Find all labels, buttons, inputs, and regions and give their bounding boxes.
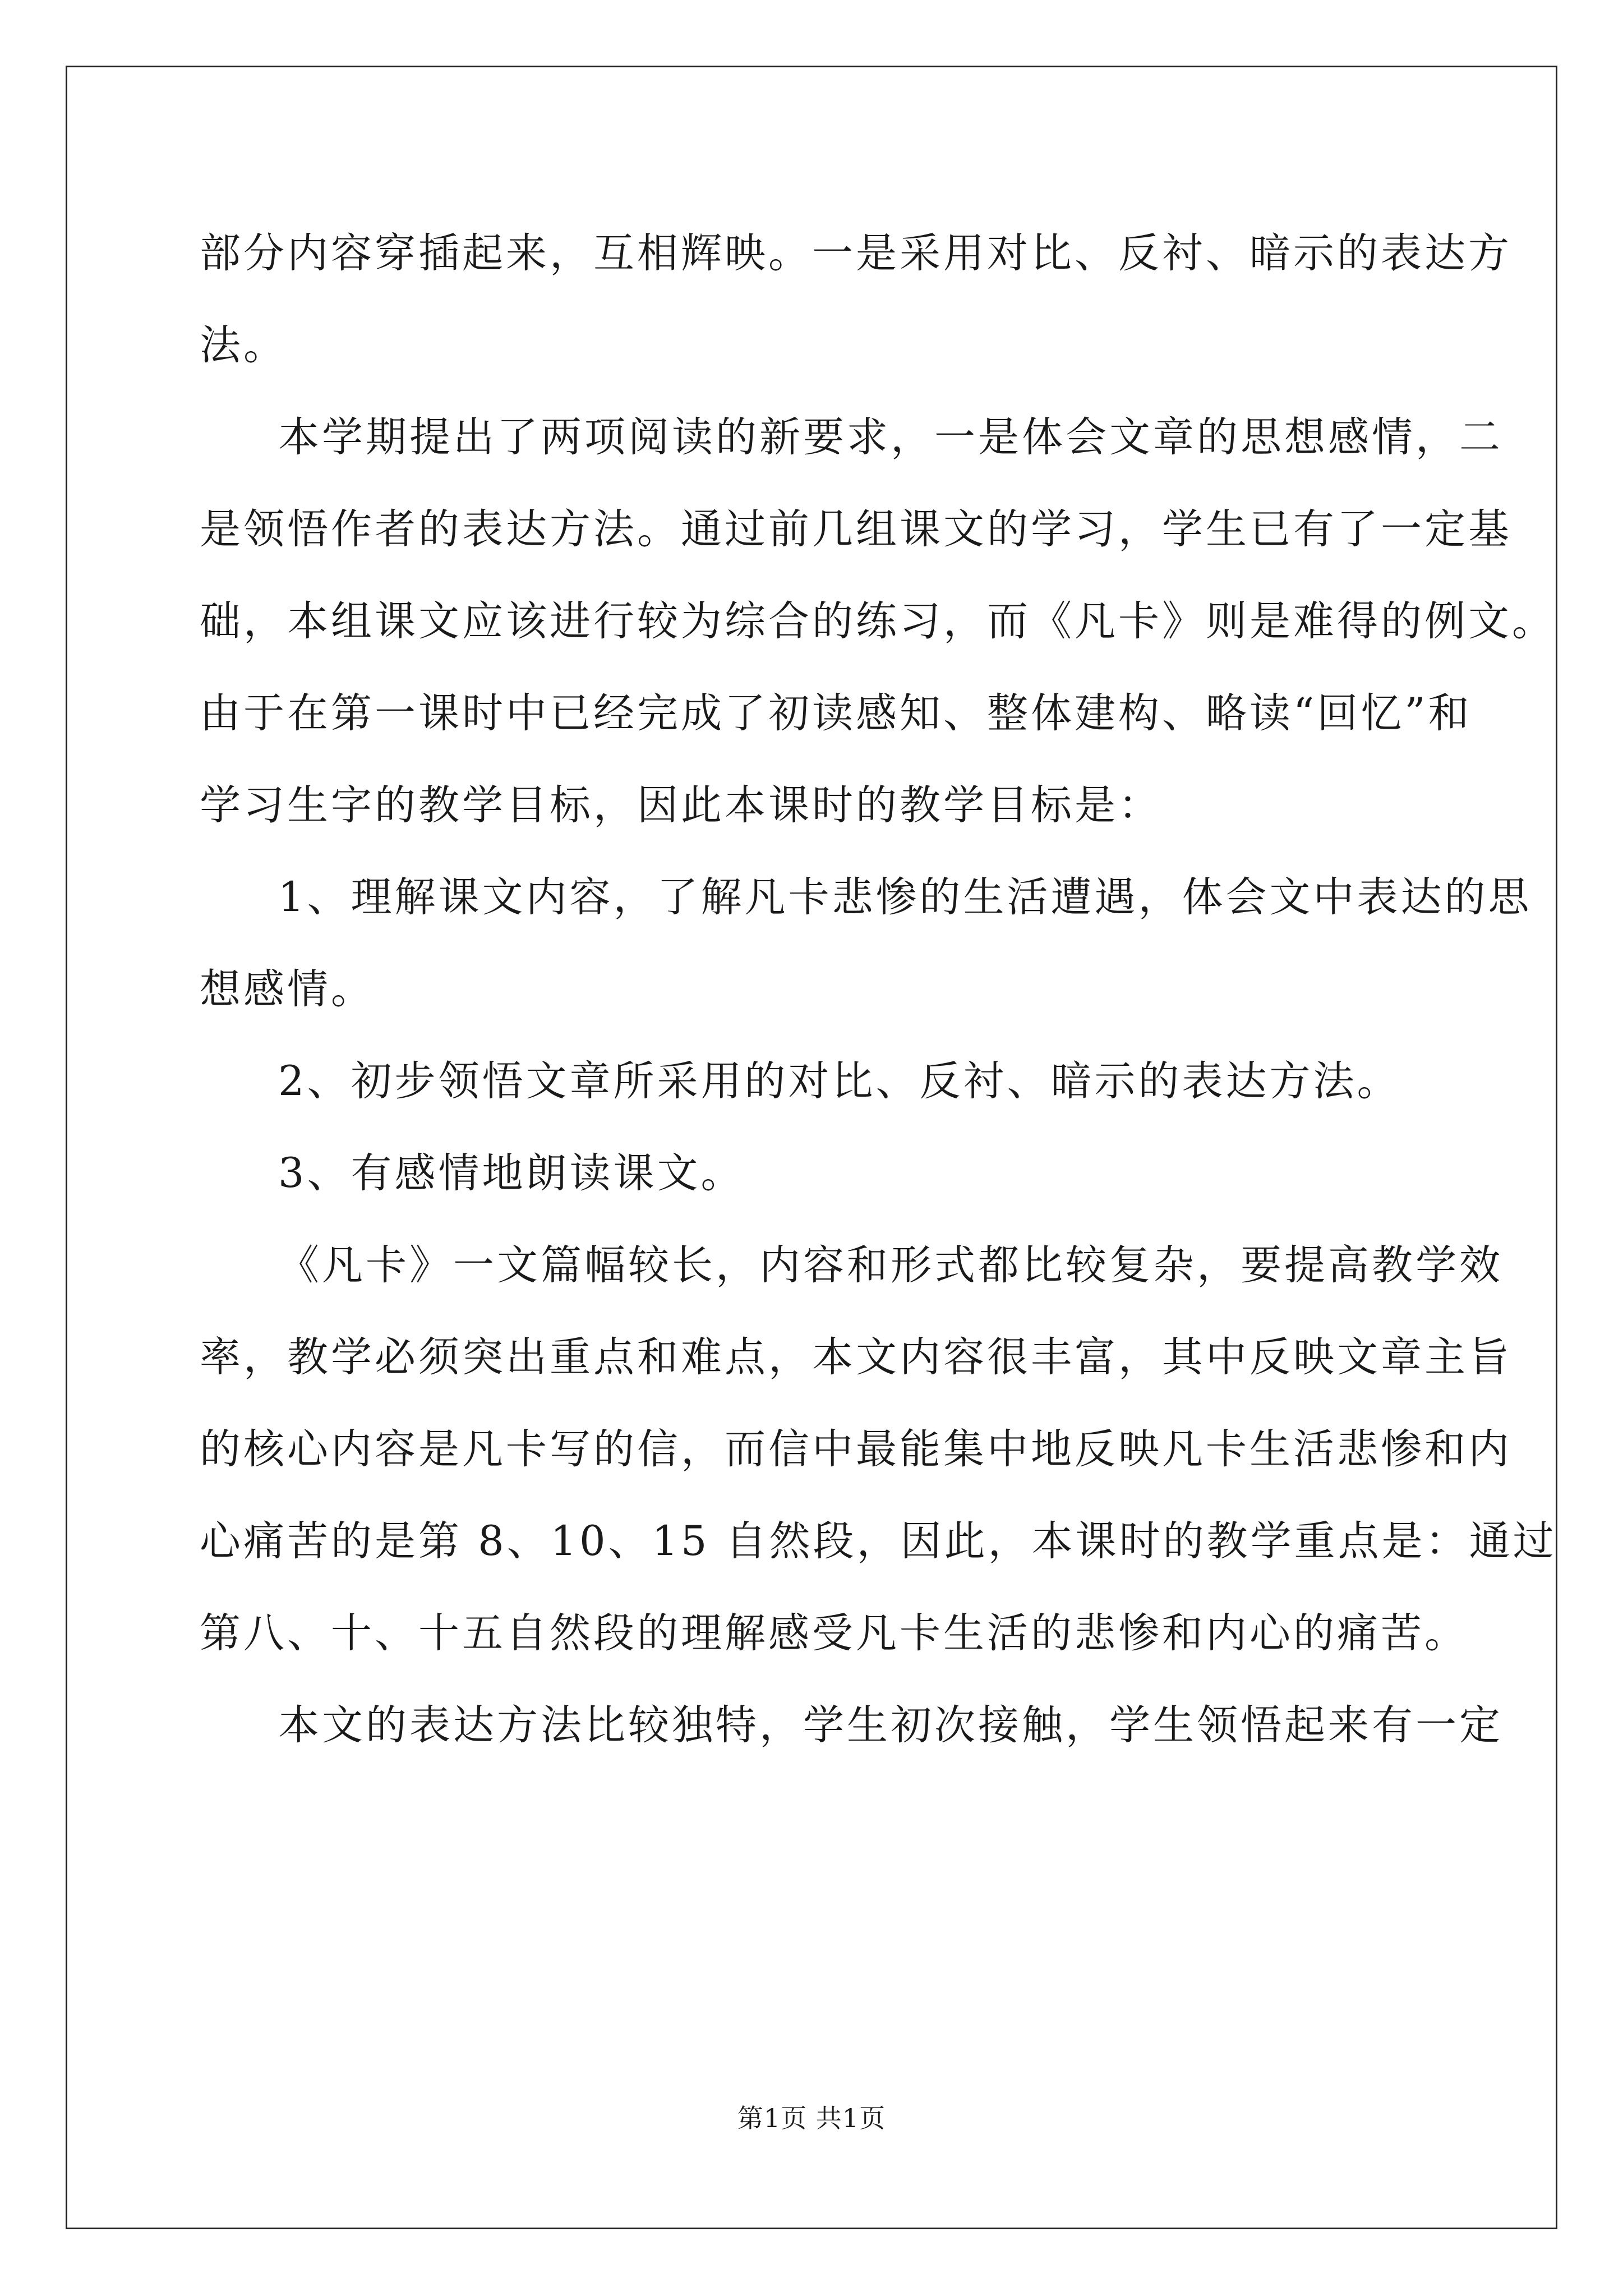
text-line: 3、有感情地朗读课文。	[278, 1149, 745, 1197]
text-line: 第八、十、十五自然段的理解感受凡卡生活的悲惨和内心的痛苦。	[200, 1609, 1468, 1657]
page-number-footer: 第1页 共1页	[737, 2103, 886, 2133]
text-line: 《凡卡》一文篇幅较长，内容和形式都比较复杂，要提高教学效	[278, 1241, 1503, 1289]
text-line: 心痛苦的是第 8、10、15 自然段，因此，本课时的教学重点是：通过	[200, 1517, 1557, 1565]
text-line: 的核心内容是凡卡写的信，而信中最能集中地反映凡卡生活悲惨和内	[200, 1425, 1512, 1473]
text-line: 学习生字的教学目标，因此本课时的教学目标是：	[200, 781, 1162, 829]
text-line: 本文的表达方法比较独特，学生初次接触，学生领悟起来有一定	[278, 1701, 1503, 1749]
text-line: 1、理解课文内容，了解凡卡悲惨的生活遭遇，体会文中表达的思	[278, 873, 1532, 921]
text-line: 础，本组课文应该进行较为综合的练习，而《凡卡》则是难得的例文。	[200, 597, 1556, 645]
text-line: 是领悟作者的表达方法。通过前几组课文的学习，学生已有了一定基	[200, 505, 1512, 553]
text-line: 法。	[200, 321, 287, 369]
text-line: 本学期提出了两项阅读的新要求，一是体会文章的思想感情，二	[278, 413, 1503, 461]
text-line: 率，教学必须突出重点和难点，本文内容很丰富，其中反映文章主旨	[200, 1333, 1512, 1381]
text-line: 想感情。	[200, 965, 375, 1013]
document-body	[200, 208, 1557, 1772]
text-line: 部分内容穿插起来，互相辉映。一是采用对比、反衬、暗示的表达方	[200, 229, 1512, 277]
text-line: 2、初步领悟文章所采用的对比、反衬、暗示的表达方法。	[278, 1057, 1401, 1105]
text-line: 由于在第一课时中已经完成了初读感知、整体建构、略读“回忆”和	[200, 689, 1472, 737]
